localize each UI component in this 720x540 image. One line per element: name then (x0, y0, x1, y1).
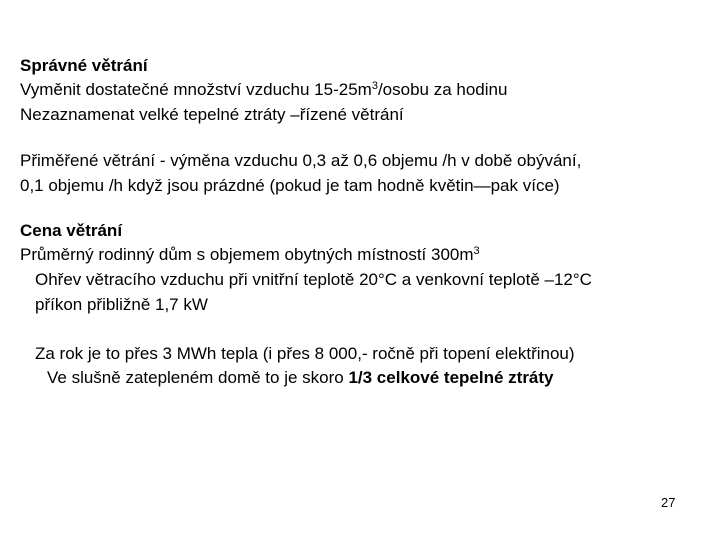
heat-loss-line: Nezaznamenat velké tepelné ztráty –řízené větrání (20, 105, 404, 124)
house-volume-line (20, 245, 480, 265)
ventilation-rate-line-2: 0,1 objemu /h když jsou prázdné (pokud je tam hodně květin—pak více) (20, 176, 560, 195)
superscript-3: 3 (371, 80, 378, 92)
annual-energy-line: Za rok je to přes 3 MWh tepla (i přes 8 000,- ročně při topení elektřinou) (35, 344, 575, 363)
section-title-spravne-vetrani: Správné větrání (20, 56, 148, 75)
air-exchange-unit: /osobu za hodinu (377, 80, 508, 99)
ventilation-rate-line-1: Přiměřené větrání - výměna vzduchu 0,3 až 0,6 objemu /h v době obývání, (20, 151, 582, 170)
air-exchange-line (20, 80, 507, 100)
heat-loss-fraction: 1/3 celkové tepelné ztráty (348, 368, 554, 387)
page-number: 27 (661, 495, 676, 510)
air-exchange-text: Vyměnit dostatečné množství vzduchu 15-25m (20, 80, 372, 99)
insulated-house-line (47, 368, 554, 388)
section-title-cena-vetrani: Cena větrání (20, 221, 123, 240)
superscript-3: 3 (473, 245, 480, 257)
heating-line: Ohřev větracího vzduchu při vnitřní teplotě 20°C a venkovní teplotě –12°C (35, 270, 592, 289)
power-line: příkon přibližně 1,7 kW (35, 295, 208, 314)
house-volume-text: Průměrný rodinný dům s objemem obytných místností 300m (20, 245, 474, 264)
insulated-house-text: Ve slušně zatepleném domě to je skoro (47, 368, 349, 387)
